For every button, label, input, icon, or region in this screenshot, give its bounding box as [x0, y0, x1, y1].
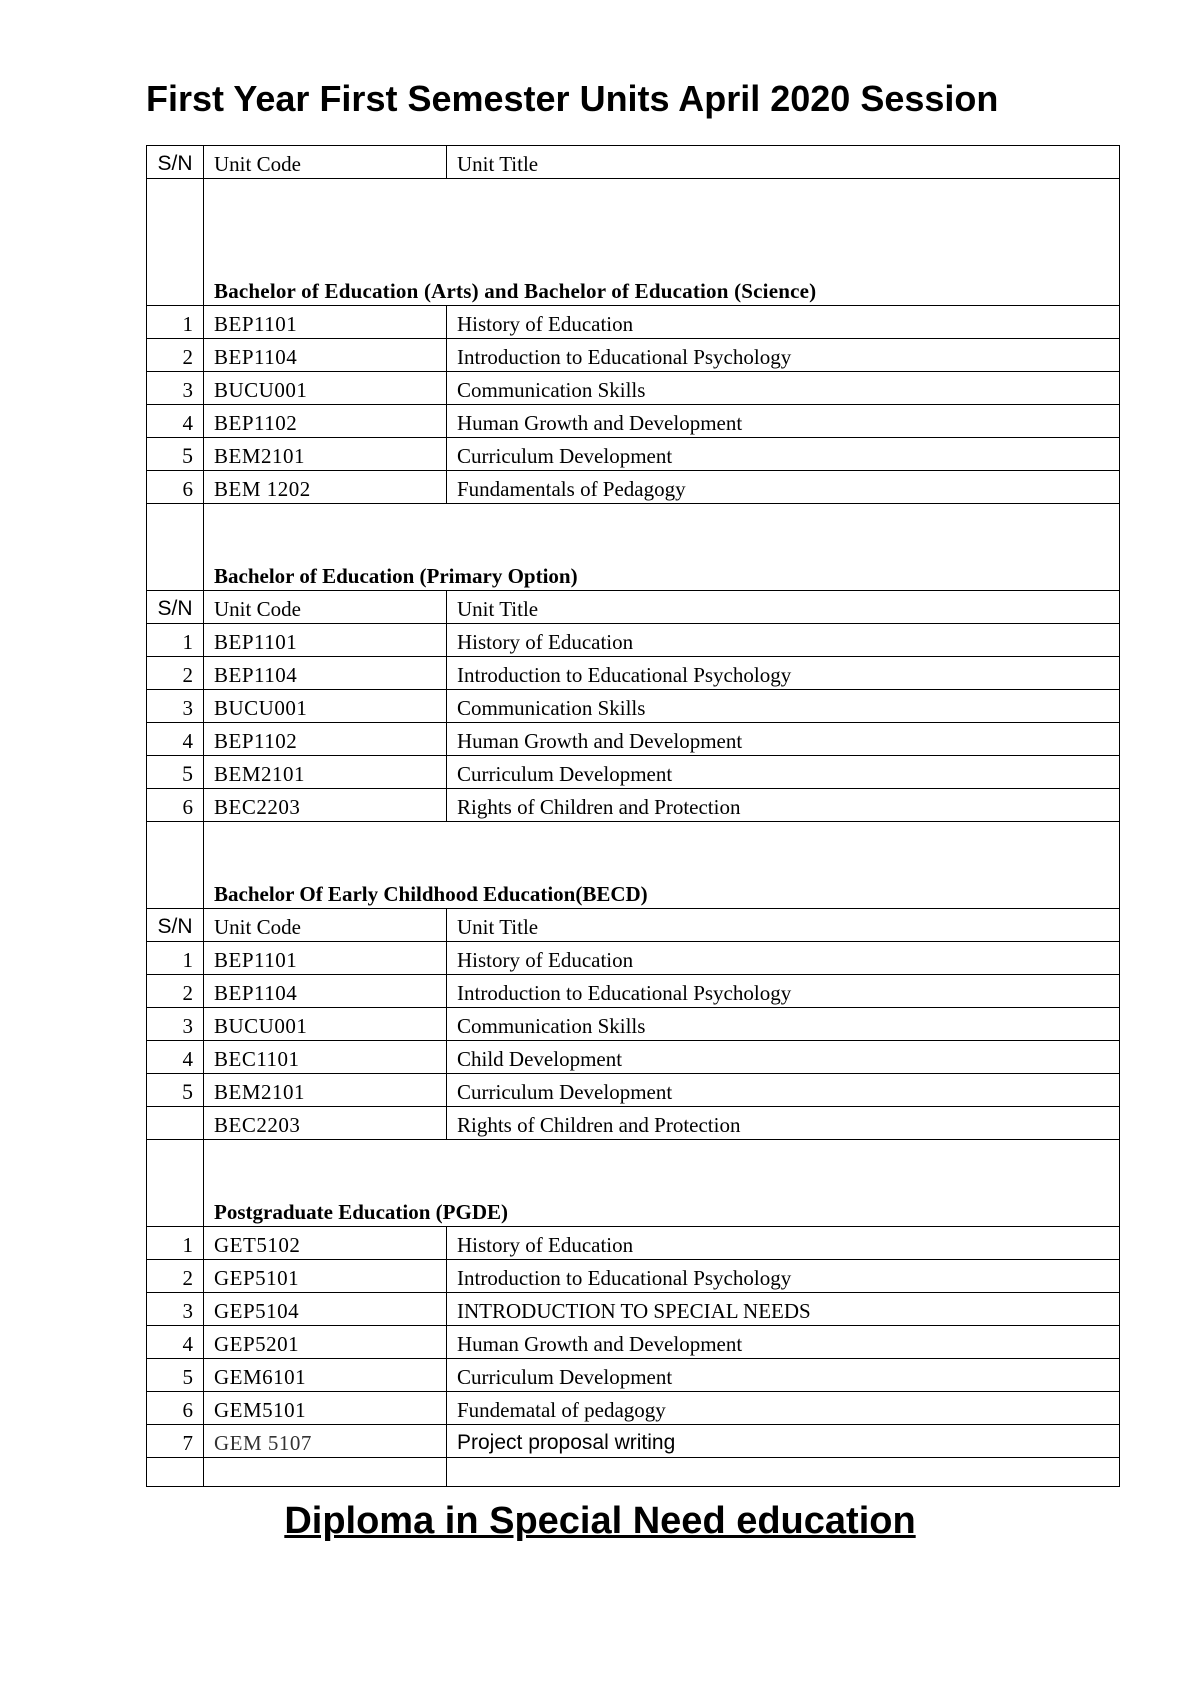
unit-title-header: Unit Title [447, 146, 1120, 179]
row-unit-code: BUCU001 [204, 690, 447, 723]
row-unit-code: BEP1104 [204, 657, 447, 690]
row-unit-title: INTRODUCTION TO SPECIAL NEEDS [447, 1293, 1120, 1326]
table-row [147, 789, 1120, 822]
row-sn: 1 [147, 942, 204, 975]
row-unit-code: BEM2101 [204, 756, 447, 789]
empty-row [147, 1458, 1120, 1487]
section-title: Bachelor of Education (Arts) and Bachelor of Education (Science) [204, 179, 1120, 306]
row-sn: 3 [147, 372, 204, 405]
row-unit-code: GEP5101 [204, 1260, 447, 1293]
section-sn-cell [147, 179, 204, 306]
table-row [147, 405, 1120, 438]
section-sn-cell [147, 1140, 204, 1227]
table-row [147, 339, 1120, 372]
table-row [147, 1392, 1120, 1425]
row-sn: 3 [147, 1008, 204, 1041]
row-unit-title: Introduction to Educational Psychology [447, 975, 1120, 1008]
row-sn: 4 [147, 1326, 204, 1359]
row-unit-code: BEM 1202 [204, 471, 447, 504]
row-sn: 6 [147, 1392, 204, 1425]
row-unit-code: GET5102 [204, 1227, 447, 1260]
row-unit-code: GEM6101 [204, 1359, 447, 1392]
row-sn: 2 [147, 657, 204, 690]
row-sn: 5 [147, 1074, 204, 1107]
row-unit-title: Curriculum Development [447, 1359, 1120, 1392]
sn-header: S/N [147, 146, 204, 179]
row-unit-title: History of Education [447, 942, 1120, 975]
unit-code-header: Unit Code [204, 591, 447, 624]
row-sn: 4 [147, 405, 204, 438]
row-unit-code: BEC2203 [204, 789, 447, 822]
row-unit-code: BEC1101 [204, 1041, 447, 1074]
row-unit-code: BUCU001 [204, 372, 447, 405]
row-unit-title: History of Education [447, 624, 1120, 657]
section-title: Bachelor of Education (Primary Option) [204, 504, 1120, 591]
row-sn: 1 [147, 306, 204, 339]
row-sn: 4 [147, 723, 204, 756]
section-header-row [147, 504, 1120, 591]
table-row [147, 438, 1120, 471]
row-unit-title: Introduction to Educational Psychology [447, 657, 1120, 690]
row-unit-title: Child Development [447, 1041, 1120, 1074]
row-unit-title: Fundamentals of Pedagogy [447, 471, 1120, 504]
row-unit-title: Rights of Children and Protection [447, 1107, 1120, 1140]
row-unit-title: Communication Skills [447, 690, 1120, 723]
column-header-row [147, 909, 1120, 942]
table-row [147, 1293, 1120, 1326]
row-unit-title: Project proposal writing [447, 1425, 1120, 1458]
table-row [147, 1227, 1120, 1260]
table-row [147, 942, 1120, 975]
row-unit-title: Communication Skills [447, 372, 1120, 405]
section-header-row [147, 822, 1120, 909]
unit-code-header: Unit Code [204, 909, 447, 942]
row-sn: 4 [147, 1041, 204, 1074]
table-row [147, 1359, 1120, 1392]
empty-cell [147, 1458, 204, 1487]
unit-code-header: Unit Code [204, 146, 447, 179]
row-sn: 1 [147, 1227, 204, 1260]
table-row [147, 306, 1120, 339]
row-sn: 2 [147, 339, 204, 372]
row-unit-title: Human Growth and Development [447, 1326, 1120, 1359]
row-unit-code: BEP1102 [204, 405, 447, 438]
table-row [147, 723, 1120, 756]
row-sn: 3 [147, 1293, 204, 1326]
section-header-row [147, 179, 1120, 306]
row-unit-title: Human Growth and Development [447, 723, 1120, 756]
row-unit-code: BEM2101 [204, 438, 447, 471]
table-row [147, 1260, 1120, 1293]
row-unit-title: Introduction to Educational Psychology [447, 1260, 1120, 1293]
row-unit-code: BUCU001 [204, 1008, 447, 1041]
row-unit-code: GEP5104 [204, 1293, 447, 1326]
row-unit-title: Human Growth and Development [447, 405, 1120, 438]
row-sn: 5 [147, 1359, 204, 1392]
table-row [147, 1008, 1120, 1041]
row-unit-title: Communication Skills [447, 1008, 1120, 1041]
row-unit-code: BEP1104 [204, 339, 447, 372]
table-row [147, 657, 1120, 690]
empty-cell [447, 1458, 1120, 1487]
row-sn: 2 [147, 1260, 204, 1293]
row-sn: 1 [147, 624, 204, 657]
empty-cell [204, 1458, 447, 1487]
row-unit-title: Curriculum Development [447, 438, 1120, 471]
row-unit-title: Curriculum Development [447, 1074, 1120, 1107]
row-unit-code: GEM 5107 [204, 1425, 447, 1458]
section-sn-cell [147, 504, 204, 591]
row-unit-code: BEC2203 [204, 1107, 447, 1140]
section-title: Postgraduate Education (PGDE) [204, 1140, 1120, 1227]
sn-header: S/N [147, 591, 204, 624]
page-title: First Year First Semester Units April 2020 Session [146, 78, 999, 119]
unit-title-header: Unit Title [447, 909, 1120, 942]
row-unit-code: BEP1104 [204, 975, 447, 1008]
row-unit-code: GEM5101 [204, 1392, 447, 1425]
sn-header: S/N [147, 909, 204, 942]
table-row [147, 1041, 1120, 1074]
row-unit-code: BEP1102 [204, 723, 447, 756]
table-row [147, 372, 1120, 405]
row-unit-code: BEP1101 [204, 942, 447, 975]
row-unit-title: Introduction to Educational Psychology [447, 339, 1120, 372]
unit-title-header: Unit Title [447, 591, 1120, 624]
row-unit-code: GEP5201 [204, 1326, 447, 1359]
footer-title: Diploma in Special Need education [284, 1500, 916, 1542]
table-row [147, 471, 1120, 504]
row-unit-code: BEP1101 [204, 306, 447, 339]
units-table [146, 145, 1120, 1487]
row-sn: 5 [147, 438, 204, 471]
table-row [147, 1425, 1120, 1458]
section-title: Bachelor Of Early Childhood Education(BECD) [204, 822, 1120, 909]
row-sn: 6 [147, 789, 204, 822]
row-sn: 7 [147, 1425, 204, 1458]
section-header-row [147, 1140, 1120, 1227]
row-sn: 2 [147, 975, 204, 1008]
row-sn: 6 [147, 471, 204, 504]
table-row [147, 1326, 1120, 1359]
row-unit-title: History of Education [447, 1227, 1120, 1260]
row-unit-title: Curriculum Development [447, 756, 1120, 789]
row-unit-title: History of Education [447, 306, 1120, 339]
table-row [147, 624, 1120, 657]
row-sn: 3 [147, 690, 204, 723]
row-unit-code: BEP1101 [204, 624, 447, 657]
row-unit-title: Rights of Children and Protection [447, 789, 1120, 822]
row-unit-title: Fundematal of pedagogy [447, 1392, 1120, 1425]
table-row [147, 690, 1120, 723]
column-header-row [147, 146, 1120, 179]
table-row [147, 1107, 1120, 1140]
table-row [147, 1074, 1120, 1107]
table-row [147, 756, 1120, 789]
row-sn: 5 [147, 756, 204, 789]
section-sn-cell [147, 822, 204, 909]
table-row [147, 975, 1120, 1008]
column-header-row [147, 591, 1120, 624]
row-sn [147, 1107, 204, 1140]
row-unit-code: BEM2101 [204, 1074, 447, 1107]
